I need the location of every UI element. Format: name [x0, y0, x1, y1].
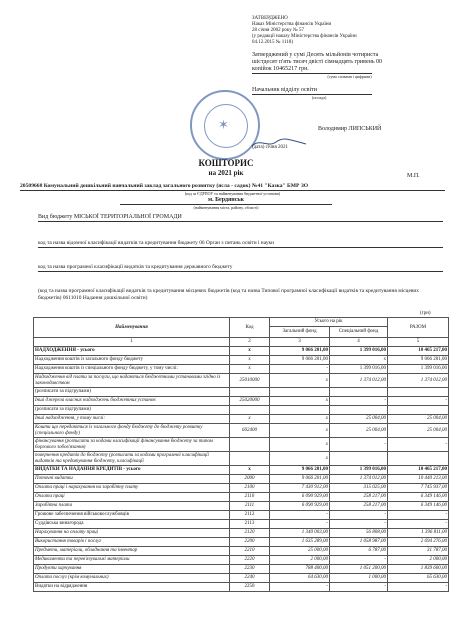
row-total: 9 066 201,00 [388, 356, 449, 365]
table-row [34, 547, 449, 556]
row-special-fund: 1 058 987,00 [330, 538, 388, 547]
approved-sum-line: Затверджений у сумі Десять мільйонів чотириста [252, 52, 379, 58]
doc-title: КОШТОРИС [198, 158, 254, 168]
row-code: 2220 [230, 556, 270, 565]
table-row [34, 365, 449, 374]
row-code: 2120 [230, 529, 270, 538]
budget-type: Вид бюджету МІСЬКОЇ ТЕРИТОРІАЛЬНОЇ ГРОМАДИ [38, 214, 443, 222]
column-number: 5 [388, 338, 449, 347]
row-general-fund: х [270, 374, 330, 388]
row-special-fund: 258 217,00 [330, 502, 388, 511]
city-name: м. Бердянськ [207, 197, 244, 203]
row-total: - [388, 583, 449, 592]
row-general-fund: 9 066 201,00 [270, 356, 330, 365]
approval-line: 28 січня 2002 року № 57 [252, 28, 304, 33]
table-row [34, 424, 449, 438]
row-name: Оплата послуг (крім комунальних) [34, 574, 230, 583]
row-code: 2200 [230, 538, 270, 547]
row-code [230, 388, 270, 397]
table-row [34, 438, 449, 452]
row-name: Грошове забезпечення військовослужбовців [34, 511, 230, 520]
row-general-fund: х [270, 452, 330, 466]
row-general-fund: 7 430 912,00 [270, 484, 330, 493]
row-code: х [230, 365, 270, 374]
row-code: 2113 [230, 520, 270, 529]
state-program-code: код та назва програмної класифікації видатків та кредитування державного бюджету [38, 264, 443, 272]
table-row [34, 556, 449, 565]
row-general-fund: - [270, 583, 330, 592]
organization-line: 20509668 Комунальний дошкільний навчальний заклад загального розвитку (ясла - садок) №41 "Казка" БМР ЗО [20, 183, 309, 189]
row-code: х [230, 415, 270, 424]
row-name: Надходження від плати за послуги, що надаються бюджетними установами згідно із законодавством [34, 374, 230, 388]
row-general-fund: 2 000,00 [270, 556, 330, 565]
row-total: 25 004,00 [388, 424, 449, 438]
approval-date: (дата) січня 2021 [252, 145, 289, 150]
table-row [34, 406, 449, 415]
row-total: 1 396 811,00 [388, 529, 449, 538]
row-general-fund: 64 630,00 [270, 574, 330, 583]
row-total: 25 004,00 [388, 415, 449, 424]
row-code: 2240 [230, 574, 270, 583]
sum-hint: (сума словами і цифрами) [327, 74, 372, 79]
row-total [388, 452, 449, 466]
organization-hint: (код за ЄДРПОУ та найменування бюджетної установи) [20, 190, 445, 196]
row-name: Надходження коштів із загального фонду бюджету [34, 356, 230, 365]
table-header-row [34, 318, 449, 327]
row-special-fund: - [330, 583, 388, 592]
row-general-fund: - [270, 520, 330, 529]
doc-subtitle: на 2021 рік [208, 169, 244, 177]
row-code: 2100 [230, 484, 270, 493]
row-special-fund [330, 406, 388, 415]
column-number: 3 [270, 338, 330, 347]
row-code: х [230, 356, 270, 365]
table-row [34, 347, 449, 356]
row-total: 1 374 012,00 [388, 374, 449, 388]
table-row [34, 493, 449, 502]
approval-line: Наказ Міністерства фінансів України [252, 22, 332, 27]
row-special-fund: 1 051 200,00 [330, 565, 388, 574]
row-total: 6 349 146,00 [388, 502, 449, 511]
row-code [230, 438, 270, 452]
row-name: Видатки на відрядження [34, 583, 230, 592]
department-code: код та назва відомчої класифікації видатків та кредитування бюджету 06 Орган з питань освіти і науки [38, 240, 443, 248]
row-name: Суддівська винагорода [34, 520, 230, 529]
row-total: 10 465 217,00 [388, 347, 449, 356]
row-code: х [230, 347, 270, 356]
city-hint: (найменування міста, району, області) [120, 204, 332, 210]
table-row [34, 574, 449, 583]
budget-table [33, 317, 449, 592]
row-total: 2 000,00 [388, 556, 449, 565]
row-special-fund: 6 787,00 [330, 547, 388, 556]
header-name: Найменування [34, 318, 230, 338]
row-special-fund: 25 004,00 [330, 424, 388, 438]
row-special-fund [330, 452, 388, 466]
row-special-fund: - [330, 438, 388, 452]
row-general-fund: 9 066 201,00 [270, 475, 330, 484]
row-general-fund: 6 090 929,00 [270, 502, 330, 511]
row-general-fund: х [270, 415, 330, 424]
row-total: 7 745 937,00 [388, 484, 449, 493]
row-name: (розписати за підгрупами) [34, 406, 230, 415]
head-position: Начальник відділу освіти [252, 87, 372, 95]
row-name: Медикаменти та перев'язувальні матеріали [34, 556, 230, 565]
row-special-fund: 1 399 016,00 [330, 466, 388, 475]
table-row [34, 502, 449, 511]
table-row [34, 388, 449, 397]
table-row [34, 565, 449, 574]
header-total: РАЗОМ [388, 318, 449, 338]
row-name: Оплата праці [34, 493, 230, 502]
row-total: 31 787,00 [388, 547, 449, 556]
row-general-fund [270, 406, 330, 415]
row-special-fund: 1 374 012,00 [330, 374, 388, 388]
row-general-fund: 1 635 289,00 [270, 538, 330, 547]
row-name: Предмети, матеріали, обладнання та інвентар [34, 547, 230, 556]
local-program-code: (код та назва програмної класифікації видатків та кредитування місцевих бюджетів (код та назва Типової програмної класифікації видатків та кредитування місцевих бюджетів) 0611010 Надання дошкільної освіти) [38, 288, 419, 301]
table-row [34, 475, 449, 484]
row-special-fund: - [330, 556, 388, 565]
row-general-fund: 788 400,00 [270, 565, 330, 574]
table-row [34, 466, 449, 475]
table-row [34, 397, 449, 406]
row-code: 2112 [230, 511, 270, 520]
row-code: 25010000 [230, 374, 270, 388]
row-general-fund: х [270, 438, 330, 452]
row-general-fund: 1 340 003,00 [270, 529, 330, 538]
row-total [388, 406, 449, 415]
table-row [34, 520, 449, 529]
row-code: 2250 [230, 583, 270, 592]
row-general-fund: 25 000,00 [270, 547, 330, 556]
row-name: Оплата праці і нарахування на заробітну плату [34, 484, 230, 493]
row-name: Кошти що передаються із загального фонду бюджету до бюджету розвитку (спеціального фонду) [34, 424, 230, 438]
row-name: Надходження коштів із спеціального фонду бюджету, у тому числі: [34, 365, 230, 374]
row-general-fund: - [270, 511, 330, 520]
row-code: 2000 [230, 475, 270, 484]
row-total: 1 399 016,00 [388, 365, 449, 374]
row-code: 2210 [230, 547, 270, 556]
row-code: 2230 [230, 565, 270, 574]
row-code: х [230, 466, 270, 475]
approval-line: (у редакції наказу Міністерства фінансів України [252, 34, 357, 39]
row-total: 10 465 217,00 [388, 466, 449, 475]
row-special-fund: - [330, 520, 388, 529]
approved-sum-line: шістдесят п'ять тисяч двісті сімнадцять гривень 00 [252, 59, 383, 65]
row-special-fund: 1 399 016,00 [330, 347, 388, 356]
table-row [34, 538, 449, 547]
table-row [34, 583, 449, 592]
column-numbers-row [34, 338, 449, 347]
row-code: 2110 [230, 493, 270, 502]
row-name: Нарахування на оплату праці [34, 529, 230, 538]
column-number: 2 [230, 338, 270, 347]
row-general-fund: - [270, 365, 330, 374]
approval-line: 04.12.2015 № 1118) [252, 40, 294, 45]
header-general-fund: Загальний фонд [270, 327, 330, 338]
row-total: - [388, 520, 449, 529]
column-number: 4 [330, 338, 388, 347]
row-total: 2 694 276,00 [388, 538, 449, 547]
row-total: 1 839 600,00 [388, 565, 449, 574]
row-name: Поточні видатки [34, 475, 230, 484]
row-code: 2111 [230, 502, 270, 511]
row-name: (розписати за підгрупами) [34, 388, 230, 397]
row-name: Використання товарів і послуг [34, 538, 230, 547]
row-special-fund: 258 217,00 [330, 493, 388, 502]
row-name: повернення кредитів до бюджету (розписати за кодами програмної класифікації видатків та кредитування бюджету, класифікації [34, 452, 230, 466]
row-general-fund: 9 066 201,00 [270, 347, 330, 356]
approval-line: ЗАТВЕРДЖЕНО [252, 16, 288, 21]
approval-header [252, 16, 447, 100]
row-general-fund: х [270, 397, 330, 406]
row-code [230, 406, 270, 415]
row-general-fund [270, 388, 330, 397]
row-special-fund: 56 808,00 [330, 529, 388, 538]
seal-emblem-icon: ✶ [218, 117, 229, 132]
table-row [34, 452, 449, 466]
head-name: Володимир ЛИПСЬКИЙ [318, 126, 382, 132]
row-special-fund: 1 000,00 [330, 574, 388, 583]
row-total [388, 388, 449, 397]
header-year-total: Усього на рік [270, 318, 388, 327]
row-special-fund: х [330, 356, 388, 365]
row-total: - [388, 511, 449, 520]
table-row [34, 484, 449, 493]
table-row [34, 356, 449, 365]
row-general-fund: х [270, 424, 330, 438]
approved-sum-line: копійок 10465217 грн. [252, 66, 372, 74]
table-row [34, 415, 449, 424]
header-special-fund: Спеціальний фонд [330, 327, 388, 338]
row-general-fund: 6 090 929,00 [270, 493, 330, 502]
row-special-fund: 1 374 012,00 [330, 475, 388, 484]
currency-label: (грн) [420, 311, 431, 316]
row-special-fund: - [330, 511, 388, 520]
row-name: Інші джерела власних надходжень бюджетних установ [34, 397, 230, 406]
row-special-fund: - [330, 397, 388, 406]
row-total: 10 440 213,00 [388, 475, 449, 484]
row-name: Інші надходження, у тому числі: [34, 415, 230, 424]
row-total: 6 349 146,00 [388, 493, 449, 502]
position-hint: (посада) [312, 95, 327, 100]
row-name: фінансування (розписати за кодами класифікації фінансування бюджету за типом боргового зобов'язання) [34, 438, 230, 452]
table-row [34, 529, 449, 538]
seal-placeholder: М.П. [407, 173, 420, 179]
row-total: 65 630,00 [388, 574, 449, 583]
row-special-fund: 1 399 016,00 [330, 365, 388, 374]
row-special-fund: 25 004,00 [330, 415, 388, 424]
row-name: Заробітна плата [34, 502, 230, 511]
row-name: ВИДАТКИ ТА НАДАННЯ КРЕДИТІВ - усього [34, 466, 230, 475]
row-special-fund [330, 388, 388, 397]
table-body [34, 347, 449, 592]
table-row [34, 374, 449, 388]
row-code: 25020000 [230, 397, 270, 406]
row-total: - [388, 397, 449, 406]
row-code: 602400 [230, 424, 270, 438]
row-code [230, 452, 270, 466]
row-special-fund: 315 025,00 [330, 484, 388, 493]
row-name: Продукти харчування [34, 565, 230, 574]
table-row [34, 511, 449, 520]
row-general-fund: 9 066 201,00 [270, 466, 330, 475]
row-name: НАДХОДЖЕННЯ - усього [34, 347, 230, 356]
column-number: 1 [34, 338, 230, 347]
row-total: - [388, 438, 449, 452]
header-code: Код [230, 318, 270, 338]
